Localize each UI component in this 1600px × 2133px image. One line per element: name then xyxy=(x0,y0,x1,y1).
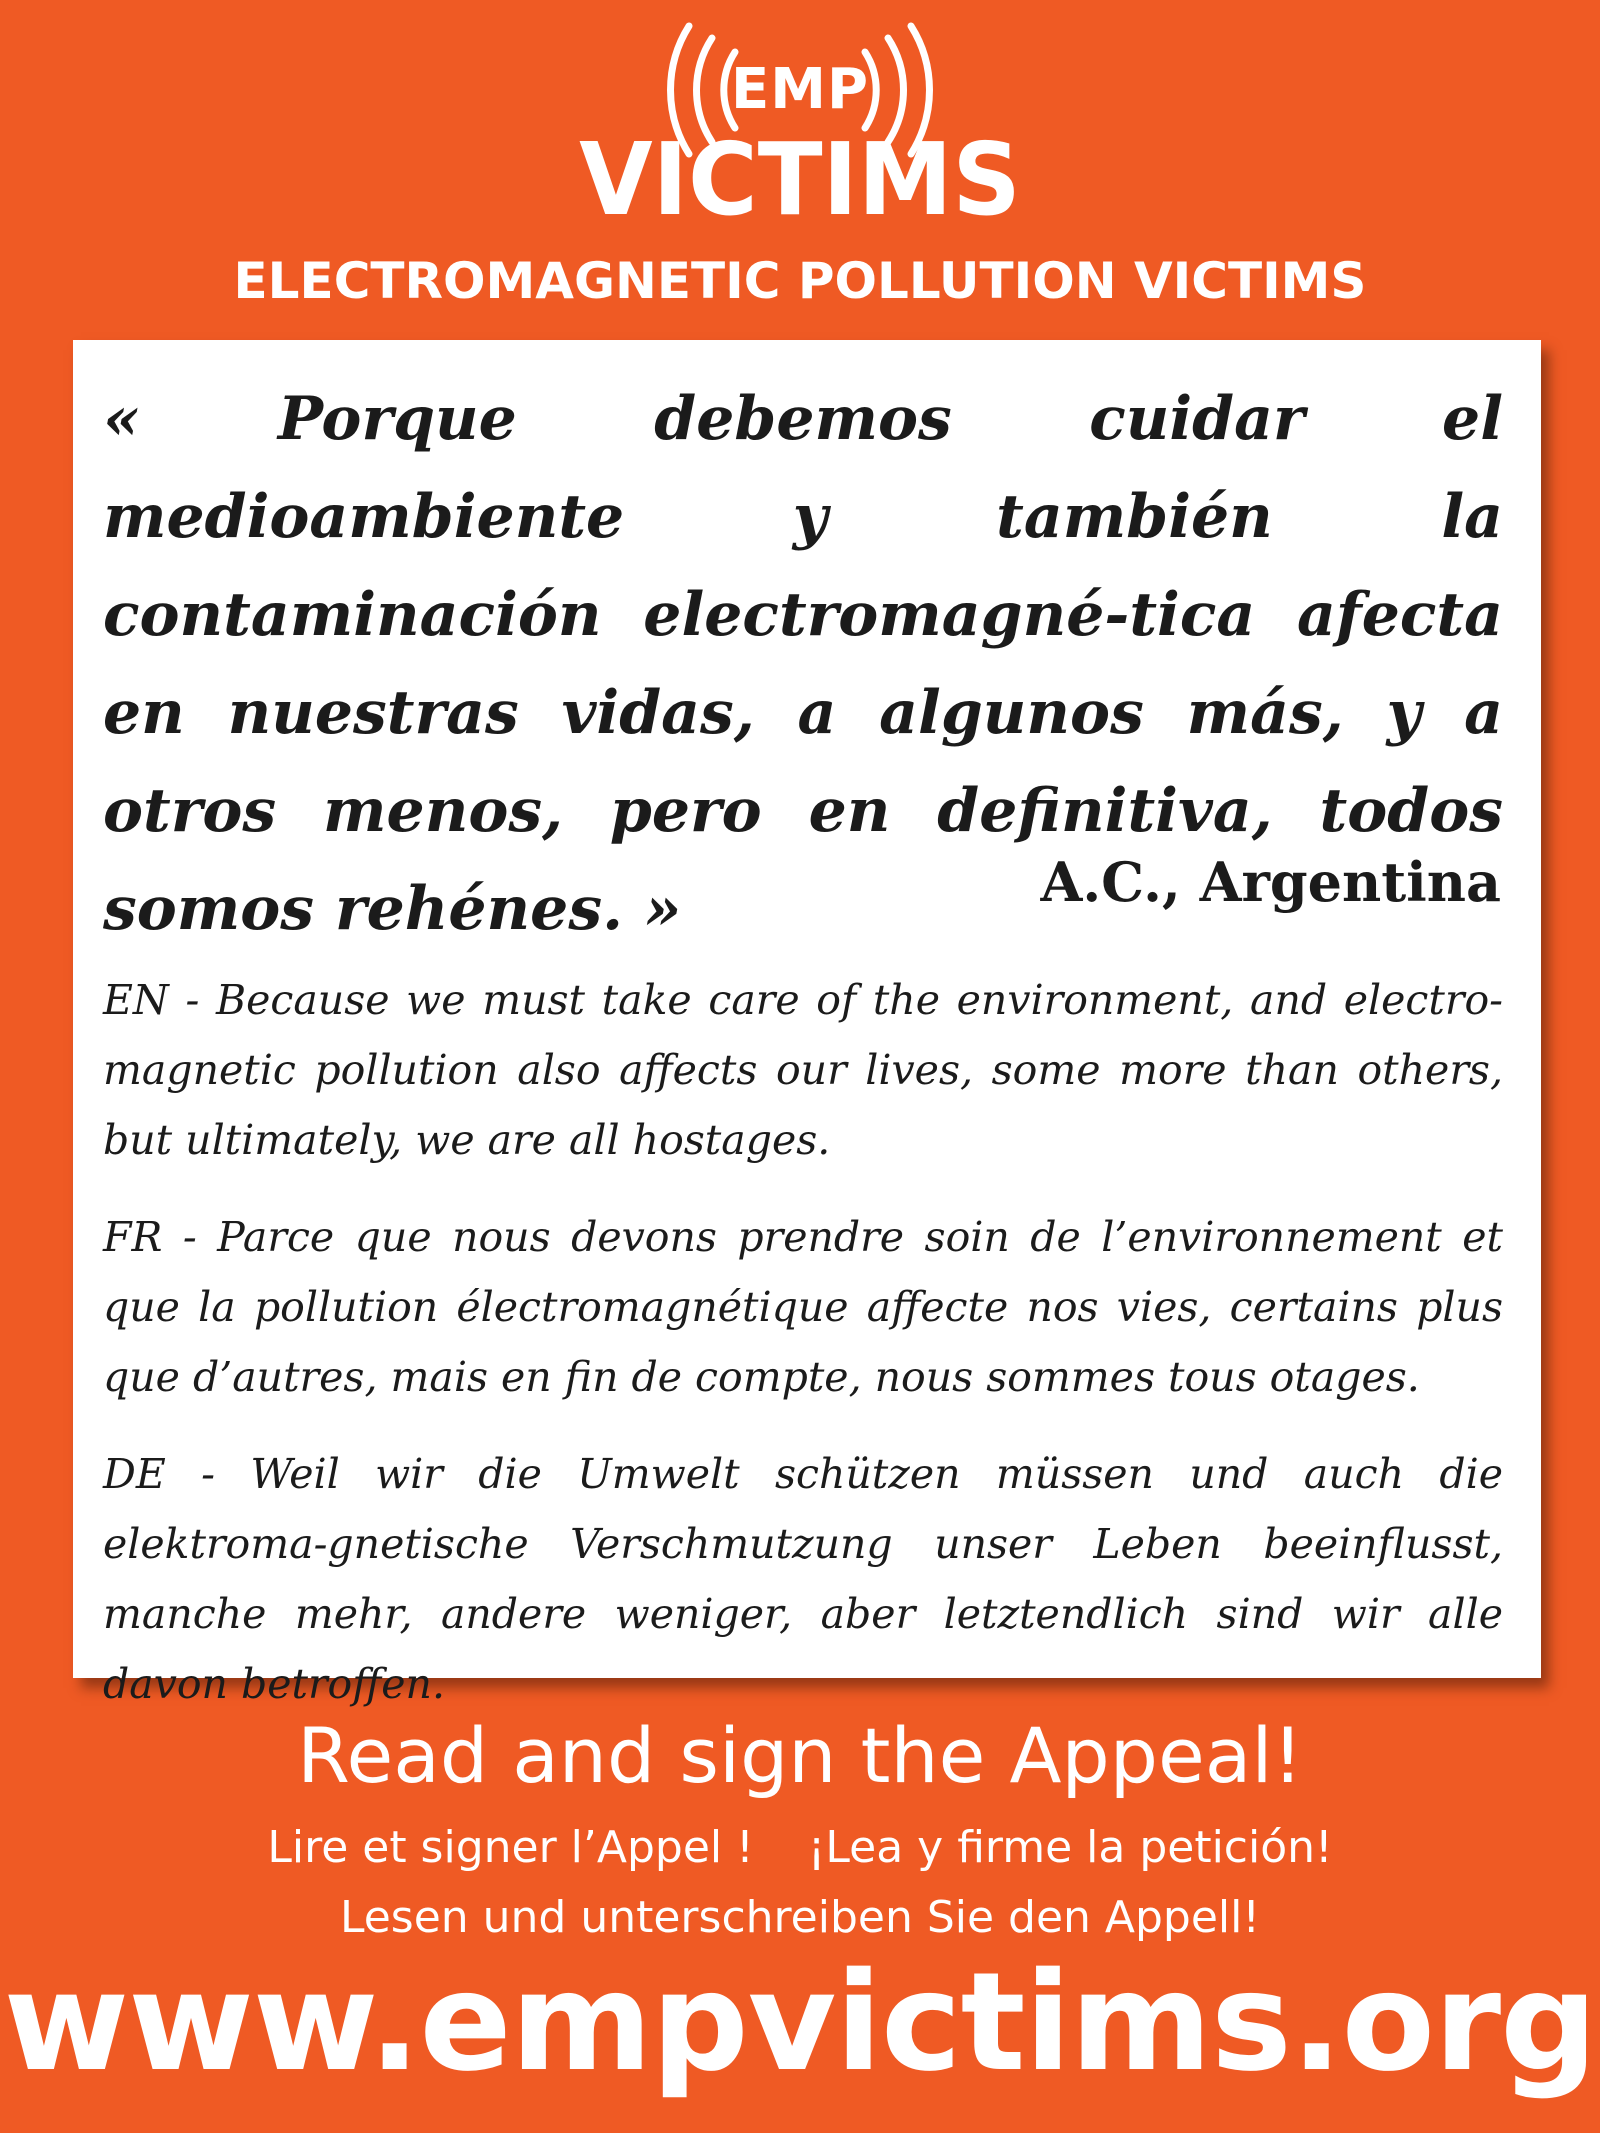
logo-emp-text: EMP xyxy=(730,57,870,122)
testimonial-attribution: A.C., Argentina xyxy=(1040,850,1501,914)
translation-fr: FR - Parce que nous devons prendre soin de l’environnement et que la pollution électromagnétique affecte nos vies, certains plus que d’autres, mais en fin de compte, nous sommes tous otages. xyxy=(103,1213,1503,1401)
website-url: www.empvictims.org xyxy=(3,1944,1597,2102)
logo-victims-text: VICTIMS xyxy=(579,121,1021,238)
organization-name: ELECTROMAGNETIC POLLUTION VICTIMS xyxy=(233,252,1367,310)
translation-de: DE - Weil wir die Umwelt schützen müssen und auch die elektroma-gnetische Verschmutzung unser Leben beeinflusst, manche mehr, andere weniger, aber letztendlich sind wir alle davon betroffen. xyxy=(103,1450,1503,1708)
call-to-action-en: Read and sign the Appeal! xyxy=(297,1711,1303,1800)
testimonial-quote: « Porque debemos cuidar el medioambiente y también la contaminación electromagné-tica afecta en nuestras vidas, a algunos más, y a otros menos, pero en definitiva, todos somos rehénes. » xyxy=(103,384,1503,944)
testimonial-card xyxy=(73,340,1541,1708)
call-to-action-es: ¡Lea y firme la petición! xyxy=(807,1822,1333,1873)
call-to-action-fr: Lire et signer l’Appel ! xyxy=(267,1822,754,1873)
logo xyxy=(0,0,1600,240)
translation-en: EN - Because we must take care of the environment, and electro-magnetic pollution also affects our lives, some more than others, but ultimately, we are all hostages. xyxy=(103,976,1503,1164)
call-to-action-row xyxy=(0,1822,1600,1873)
call-to-action-de: Lesen und unterschreiben Sie den Appell! xyxy=(339,1892,1261,1943)
